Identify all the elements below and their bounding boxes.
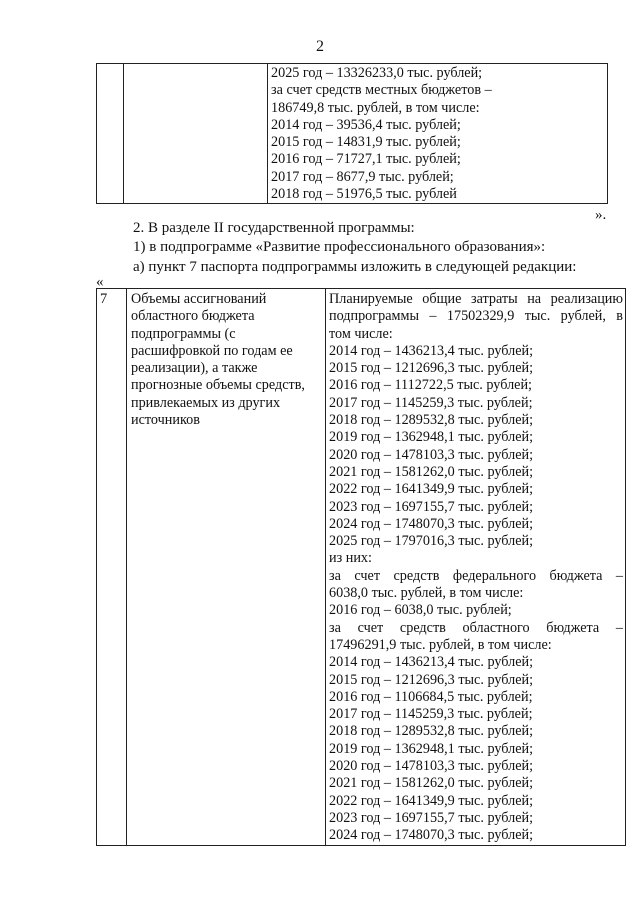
table-row: [97, 289, 626, 846]
total-year-line: 2025 год – 1797016,3 тыс. рублей;: [329, 533, 534, 550]
description-text: Объемы ассигнований областного бюджета подпрограммы (с расшифровкой по годам ее реализации), а также прогнозные объемы средств, привлекаемых из других источников: [131, 291, 305, 429]
funding-line: 2018 год – 51976,5 тыс. рублей: [271, 186, 457, 203]
total-year-line: 2016 год – 1112722,5 тыс. рублей;: [329, 377, 532, 394]
funding-line: 2016 год – 71727,1 тыс. рублей;: [271, 151, 461, 168]
intro-line: Планируемые общие затраты на реализацию: [329, 291, 623, 307]
funding-line: за счет средств местных бюджетов –: [271, 82, 492, 99]
regional-year-line: 2020 год – 1478103,3 тыс. рублей;: [329, 758, 534, 775]
total-year-line: 2018 год – 1289532,8 тыс. рублей;: [329, 412, 534, 429]
total-year-line: 2017 год – 1145259,3 тыс. рублей;: [329, 394, 533, 411]
table-row: [97, 64, 608, 204]
page-number: 2: [316, 38, 324, 55]
regional-line: 17496291,9 тыс. рублей, в том числе:: [329, 636, 552, 653]
closing-quote: ».: [595, 207, 607, 223]
regional-year-line: 2015 год – 1212696,3 тыс. рублей;: [329, 671, 534, 688]
regional-year-line: 2019 год – 1362948,1 тыс. рублей;: [329, 740, 534, 757]
total-year-line: 2022 год – 1641349,9 тыс. рублей;: [329, 481, 534, 498]
funding-line: 186749,8 тыс. рублей, в том числе:: [271, 99, 480, 116]
row-number-cell: 7: [97, 289, 127, 846]
opening-quote: «: [96, 274, 104, 290]
regional-year-line: 2022 год – 1641349,9 тыс. рублей;: [329, 792, 534, 809]
total-year-line: 2020 год – 1478103,3 тыс. рублей;: [329, 446, 534, 463]
funding-cell: [326, 289, 626, 846]
intro-line: подпрограммы – 17502329,9 тыс. рублей, в: [329, 308, 623, 325]
funding-line: 2015 год – 14831,9 тыс. рублей;: [271, 134, 461, 151]
regional-year-line: 2017 год – 1145259,3 тыс. рублей;: [329, 706, 533, 723]
row-number-cell: [97, 64, 124, 204]
paragraph-item-7: а) пункт 7 паспорта подпрограммы изложить в следующей редакции:: [133, 259, 577, 275]
funding-line: 2014 год – 39536,4 тыс. рублей;: [271, 116, 461, 133]
total-year-line: 2023 год – 1697155,7 тыс. рублей;: [329, 498, 534, 515]
funding-line: 2017 год – 8677,9 тыс. рублей;: [271, 168, 454, 185]
regional-line: за счет средств областного бюджета –: [329, 619, 623, 636]
regional-year-line: 2016 год – 1106684,5 тыс. рублей;: [329, 688, 533, 705]
federal-line: 6038,0 тыс. рублей, в том числе:: [329, 585, 524, 602]
regional-year-line: 2018 год – 1289532,8 тыс. рублей;: [329, 723, 534, 740]
funding-line: 2025 год – 13326233,0 тыс. рублей;: [271, 65, 483, 81]
federal-year-line: 2016 год – 6038,0 тыс. рублей;: [329, 602, 512, 619]
description-cell: [124, 64, 268, 204]
regional-year-line: 2023 год – 1697155,7 тыс. рублей;: [329, 809, 534, 826]
total-year-line: 2024 год – 1748070,3 тыс. рублей;: [329, 515, 534, 532]
funding-cell: [268, 64, 608, 204]
regional-year-line: 2021 год – 1581262,0 тыс. рублей;: [329, 775, 534, 792]
intro-tail: том числе:: [329, 325, 393, 342]
total-year-line: 2014 год – 1436213,4 тыс. рублей;: [329, 342, 534, 359]
continuation-table: [96, 63, 608, 204]
total-year-line: 2015 год – 1212696,3 тыс. рублей;: [329, 360, 534, 377]
federal-line: за счет средств федерального бюджета –: [329, 567, 623, 584]
regional-year-line: 2014 год – 1436213,4 тыс. рублей;: [329, 654, 534, 671]
passport-table: [96, 288, 626, 846]
total-year-line: 2019 год – 1362948,1 тыс. рублей;: [329, 429, 534, 446]
description-cell: [127, 289, 326, 846]
paragraph-section-2: 2. В разделе II государственной программы:: [133, 220, 415, 236]
regional-year-line: 2024 год – 1748070,3 тыс. рублей;: [329, 827, 534, 844]
of-them-label: из них:: [329, 550, 372, 567]
paragraph-subprogram: 1) в подпрограмме «Развитие профессионального образования»:: [133, 239, 546, 255]
total-year-line: 2021 год – 1581262,0 тыс. рублей;: [329, 463, 534, 480]
